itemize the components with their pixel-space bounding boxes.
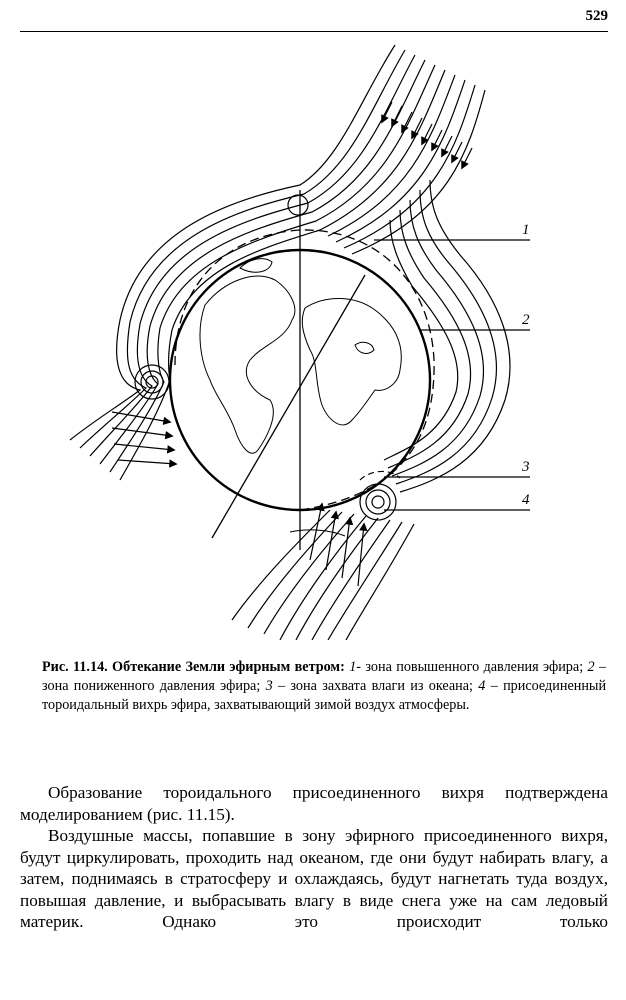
caption-item-2-text: зона пониженного давления эфира; (42, 678, 261, 694)
caption-item-1-num: 1 (349, 659, 357, 675)
caption-item-2-sep: – (598, 659, 607, 675)
body-text (20, 782, 608, 933)
figure-caption (42, 658, 606, 715)
caption-item-4-sep: – (490, 678, 498, 694)
axes (212, 190, 365, 550)
flow-arrows (112, 102, 472, 586)
callout-1: 1 (522, 222, 530, 238)
ether-streamlines (70, 45, 510, 640)
caption-item-1-sep: - (356, 659, 362, 675)
figure-drawing (0, 40, 626, 640)
caption-item-3-num: 3 (265, 678, 273, 694)
body-paragraph-1: Образование тороидального присоединенного вихря подтверждена моделированием (рис. 11.15). (20, 783, 608, 824)
caption-item-4-text: присоединенный тороидальный вихрь эфира, захватывающий зимой воздух атмосферы. (42, 678, 607, 713)
caption-item-4-num: 4 (478, 678, 486, 694)
page-number: 529 (585, 8, 608, 24)
caption-item-1-text: зона повышенного давления эфира; (365, 659, 584, 675)
callout-3: 3 (522, 459, 530, 475)
caption-title: Рис. 11.14. Обтекание Земли эфирным ветром: (42, 659, 345, 675)
callout-2: 2 (522, 312, 530, 328)
body-paragraph-2: Воздушные массы, попавшие в зону эфирного присоединенного вихря, будут циркулировать, проходить над океаном, где они будут набирать влагу, а затем, поднимаясь в стратосферу и охлаждаясь, будут нагнетать туда воздух, повышая давление, и выбрасывать влагу в виде снега уже на сам ледовый материк. Однако это происходит только (20, 826, 608, 931)
caption-item-3-text: зона захвата влаги из океана; (290, 678, 473, 694)
caption-item-3-sep: – (278, 678, 286, 694)
ether-wind-figure (0, 40, 626, 640)
caption-item-2-num: 2 (587, 659, 595, 675)
callout-4: 4 (522, 492, 530, 508)
header-rule (20, 31, 608, 32)
